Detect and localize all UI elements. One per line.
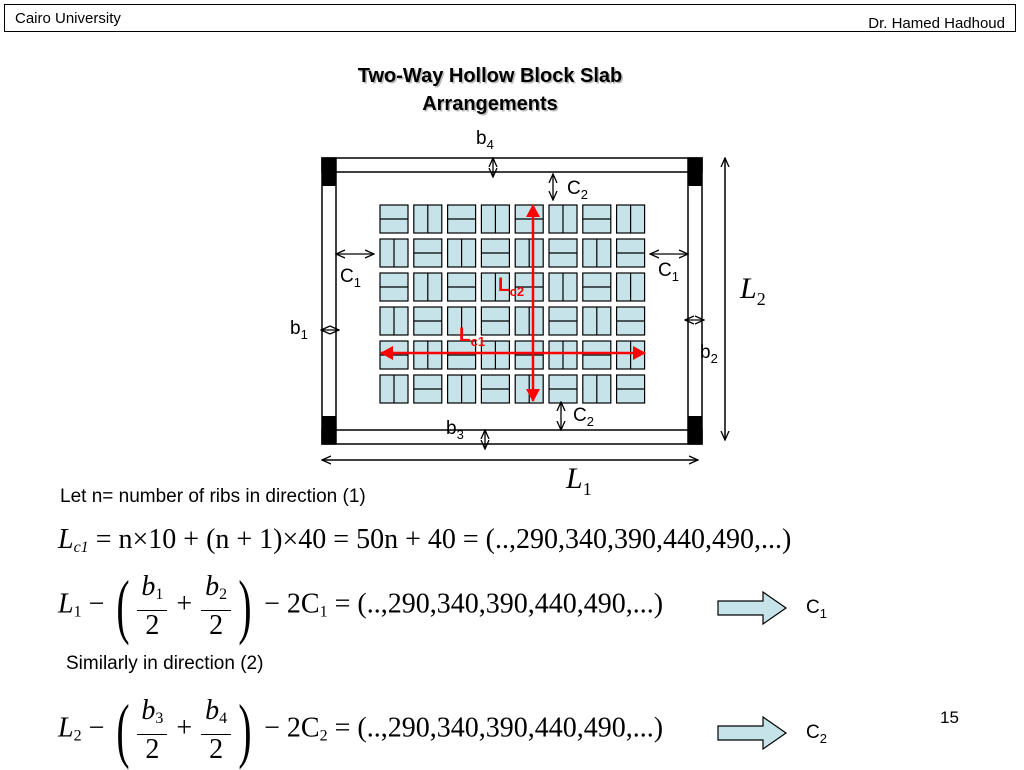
- title-line-1: Two-Way Hollow Block Slab: [357, 65, 623, 87]
- label-c2-bottom: $C_2$: [573, 405, 594, 429]
- label-L2: $L_2$: [740, 272, 766, 309]
- header-right: Dr. Hamed Hadhoud: [868, 15, 1005, 32]
- label-lc2: $L_{c2}$: [498, 275, 525, 299]
- label-b4: $b_4$: [476, 128, 494, 152]
- result-c2: $C_2$: [806, 722, 827, 746]
- label-b3: $b_3$: [446, 418, 464, 442]
- label-L1: $L_1$: [566, 462, 592, 499]
- text-line-1: Let n= number of ribs in direction (1): [60, 486, 366, 507]
- label-lc1: $L_{c1}$: [459, 325, 486, 349]
- label-c2-top: $C_2$: [567, 178, 588, 202]
- label-c1-right: $C_1$: [658, 260, 679, 284]
- equation-1: $L_{c1} = n\times 10 + (n + 1)\times 40 = 50n + 40 = (..,290,340,390,440,490,...)$: [58, 524, 792, 556]
- label-b1: $b_1$: [290, 318, 308, 342]
- hollow-block-grid: [380, 205, 645, 403]
- title-line-2: Arrangements: [422, 93, 558, 115]
- header-left: Cairo University: [15, 10, 121, 27]
- equation-3: $L_2$ − ( $\frac{b_3}{2}$ + $\frac{b_4}{2}$ ) − $2C_2 = (..,290,340,390,440,490,...)$: [58, 690, 664, 770]
- result-arrow-c1: [718, 592, 786, 624]
- label-b2: $b_2$: [700, 342, 718, 366]
- result-c1: $C_1$: [806, 597, 827, 621]
- page-number: 15: [940, 708, 959, 727]
- result-arrow-c2: [718, 717, 786, 749]
- equation-2: $L_1$ − ( $\frac{b_1}{2}$ + $\frac{b_2}{2}$ ) − $2C_1 = (..,290,340,390,440,490,...)$: [58, 566, 664, 646]
- label-c1-left: $C_1$: [340, 266, 361, 290]
- text-line-2: Similarly in direction (2): [66, 653, 264, 674]
